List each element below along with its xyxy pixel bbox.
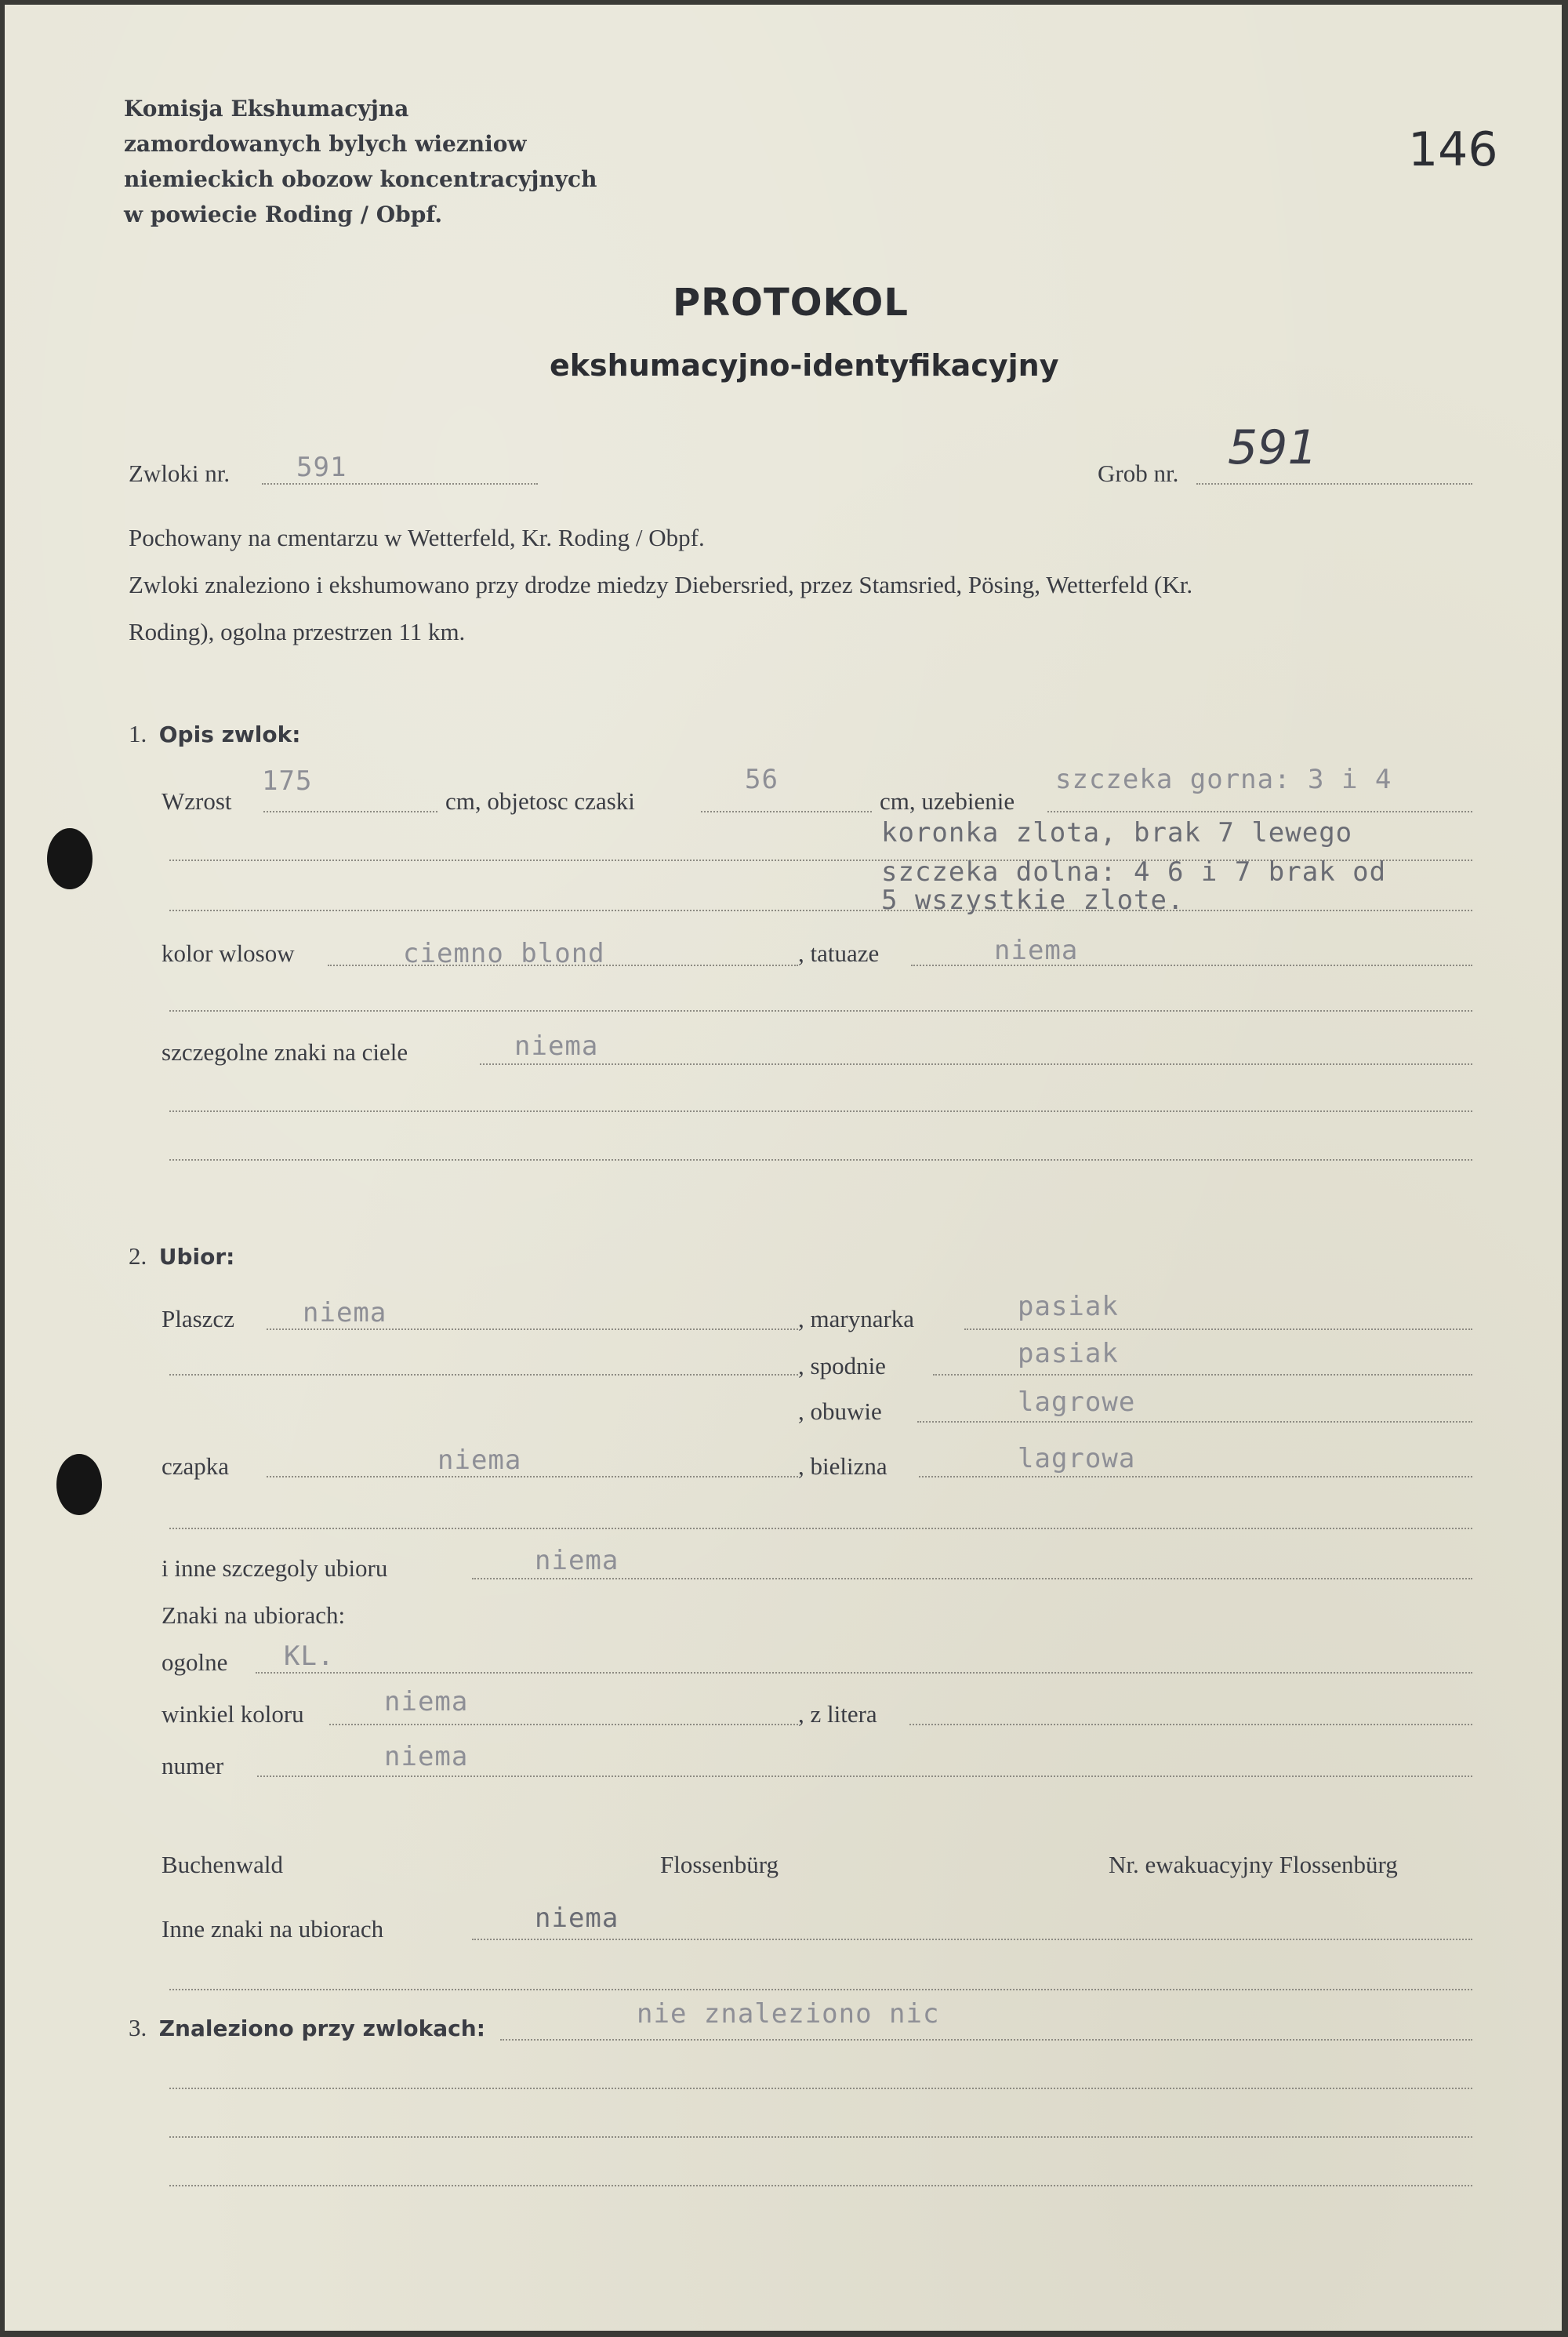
document-subtitle: ekshumacyjno-identyfikacyjny	[550, 348, 1059, 383]
zwloki-label: Zwloki nr.	[129, 460, 230, 487]
inne-znaki-label: Inne znaki na ubiorach	[162, 1915, 384, 1943]
spodnie-label: , spodnie	[798, 1352, 886, 1379]
exhumation-distance: Roding), ogolna przestrzen 11 km.	[129, 618, 466, 645]
winkiel-koloru-value: niema	[384, 1686, 469, 1717]
znaki-na-ciele-value: niema	[514, 1030, 599, 1062]
plaszcz-value: niema	[303, 1297, 387, 1328]
section-number: 3.	[129, 2014, 147, 2041]
header-line: niemieckich obozow koncentracyjnych	[124, 166, 597, 192]
grob-label: Grob nr.	[1098, 460, 1179, 487]
punch-hole-bottom	[56, 1454, 102, 1515]
section-1-heading	[129, 720, 300, 748]
header-line: Komisja Ekshumacyjna	[124, 96, 409, 122]
spodnie-value: pasiak	[1018, 1338, 1119, 1369]
numer-value: niema	[384, 1741, 469, 1772]
tatuaze-value: niema	[994, 935, 1079, 966]
kolor-wlosow-label: kolor wlosow	[162, 940, 295, 967]
marynarka-label: , marynarka	[798, 1305, 915, 1332]
kolor-wlosow-value: ciemno blond	[403, 938, 605, 969]
flossenburg-label: Flossenbürg	[660, 1851, 779, 1878]
exhumation-location: Zwloki znaleziono i ekshumowano przy drodze miedzy Diebersried, przez Stamsried, Pösing, Wetterfeld (Kr.	[129, 571, 1193, 598]
commission-header	[124, 91, 597, 232]
buchenwald-label: Buchenwald	[162, 1851, 283, 1878]
section-2-heading	[129, 1242, 234, 1270]
uzebienie-value-line-1: szczeka gorna: 3 i 4	[1055, 764, 1392, 795]
grob-value-handwritten: 591	[1228, 420, 1318, 475]
objetosc-label: cm, objetosc czaski	[445, 787, 635, 815]
inne-szczegoly-value: niema	[535, 1545, 619, 1576]
czapka-value: niema	[437, 1445, 522, 1476]
uzebienie-value-line-3: szczeka dolna: 4 6 i 7 brak od	[881, 856, 1387, 888]
header-line: w powiecie Roding / Obpf.	[124, 202, 443, 227]
ogolne-label: ogolne	[162, 1648, 228, 1676]
section-number: 2.	[129, 1242, 147, 1270]
znaleziono-value: nie znaleziono nic	[637, 1998, 940, 2030]
bielizna-value: lagrowa	[1018, 1443, 1136, 1474]
numer-label: numer	[162, 1752, 224, 1779]
obuwie-value: lagrowe	[1018, 1387, 1136, 1418]
section-title: Znaleziono przy zwlokach:	[158, 2015, 485, 2041]
inne-znaki-value: niema	[535, 1903, 619, 1934]
document-title: PROTOKOL	[673, 281, 909, 325]
ewakuacyjny-label: Nr. ewakuacyjny Flossenbürg	[1109, 1851, 1398, 1878]
czapka-label: czapka	[162, 1452, 230, 1480]
document-page	[5, 5, 1562, 2331]
punch-hole-top	[47, 828, 93, 889]
ogolne-value: KL.	[284, 1641, 335, 1672]
intro-text	[129, 514, 1192, 656]
section-3-heading	[129, 2014, 485, 2042]
znaki-na-ubiorach-label: Znaki na ubiorach:	[162, 1601, 346, 1629]
zwloki-value: 591	[296, 452, 347, 483]
tatuaze-label: , tatuaze	[798, 940, 880, 967]
objetosc-value: 56	[745, 764, 779, 795]
section-title: Opis zwlok:	[158, 721, 301, 747]
uzebienie-value-line-2: koronka zlota, brak 7 lewego	[881, 817, 1353, 849]
winkiel-koloru-label: winkiel koloru	[162, 1700, 304, 1728]
z-litera-label: , z litera	[798, 1700, 877, 1728]
bielizna-label: , bielizna	[798, 1452, 887, 1480]
section-number: 1.	[129, 720, 147, 747]
header-line: zamordowanych bylych wiezniow	[124, 131, 527, 157]
wzrost-value: 175	[262, 765, 313, 797]
burial-location: Pochowany na cmentarzu w Wetterfeld, Kr. Roding / Obpf.	[129, 524, 705, 551]
section-title: Ubior:	[158, 1244, 235, 1270]
uzebienie-label: cm, uzebienie	[880, 787, 1015, 815]
page-number: 146	[1408, 122, 1498, 177]
obuwie-label: , obuwie	[798, 1397, 882, 1425]
marynarka-value: pasiak	[1018, 1291, 1119, 1322]
wzrost-label: Wzrost	[162, 787, 232, 815]
inne-szczegoly-label: i inne szczegoly ubioru	[162, 1554, 388, 1582]
uzebienie-value-line-4: 5 wszystkie zlote.	[881, 885, 1185, 916]
znaki-na-ciele-label: szczegolne znaki na ciele	[162, 1038, 408, 1066]
plaszcz-label: Plaszcz	[162, 1305, 234, 1332]
